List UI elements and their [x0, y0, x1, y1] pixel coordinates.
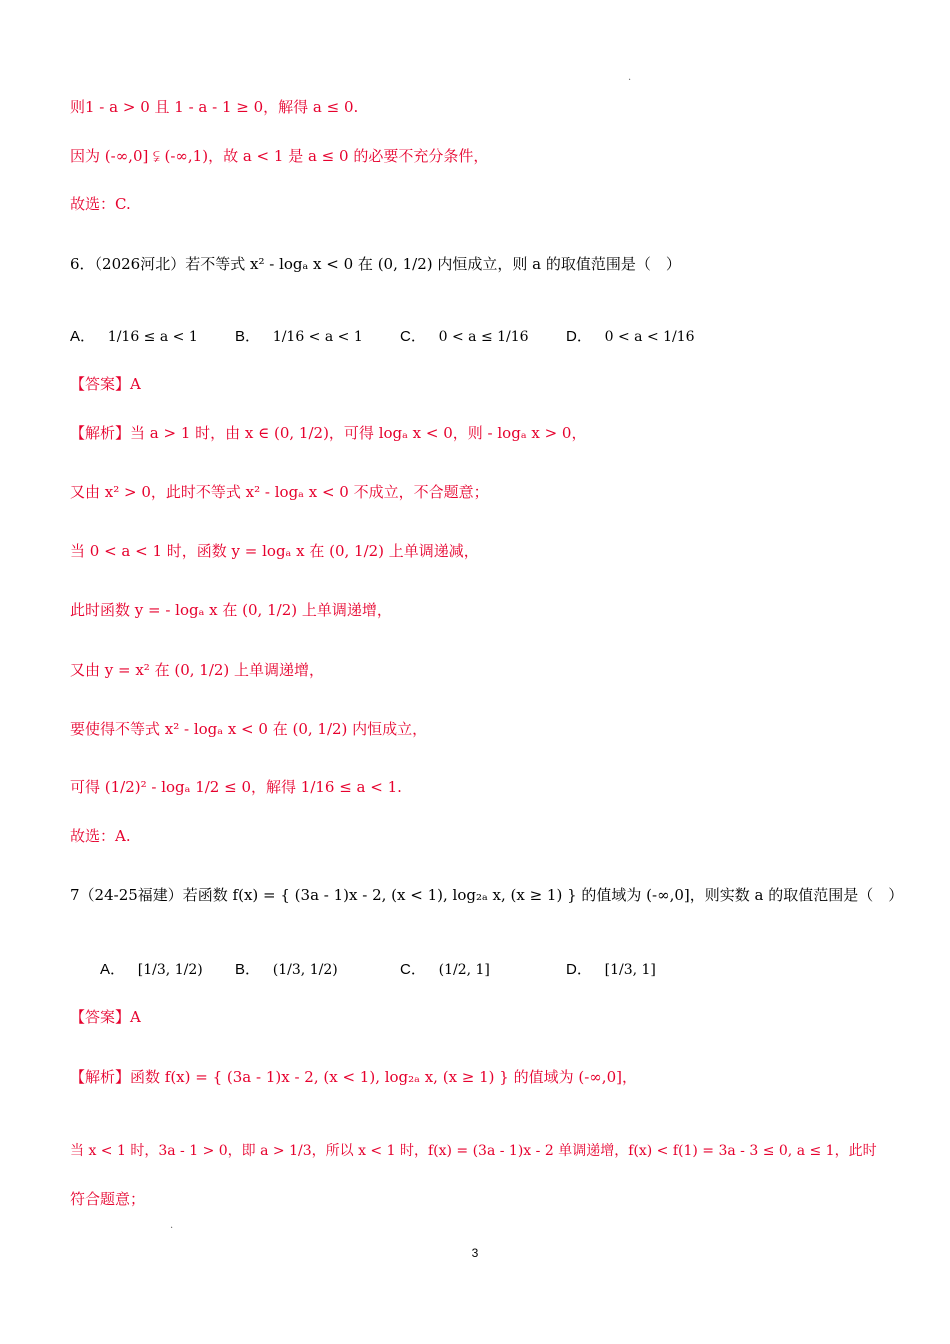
q6-option-c-letter: C． [400, 328, 426, 345]
page-number: 3 [471, 1246, 479, 1260]
q6-option-d-text: 0 < a < 1/16 [604, 329, 695, 345]
q7-option-b-letter: B． [235, 961, 261, 978]
explanation-7-line-1: 【解析】函数 f(x) = { (3a - 1)x - 2, (x < 1), log₂ₐ x, (x ≥ 1) } 的值域为 (-∞,0]， [70, 1068, 637, 1086]
explanation-6-line-4: 此时函数 y = - logₐ x 在 (0, 1/2) 上单调递增， [70, 601, 392, 619]
explanation-7-line-3: 符合题意； [70, 1190, 146, 1208]
q7-option-a-letter: A． [100, 961, 126, 978]
explanation-6-line-2: 又由 x² > 0，此时不等式 x² - logₐ x < 0 不成立，不合题意； [70, 483, 489, 501]
q7-option-a-text: [1/3, 1/2) [137, 962, 203, 978]
footer-mark: . [170, 1220, 174, 1231]
explanation-6-line-7: 可得 (1/2)² - logₐ 1/2 ≤ 0，解得 1/16 ≤ a < 1. [70, 778, 402, 796]
solution-line-2: 因为 (-∞,0] ⫋ (-∞,1)，故 a < 1 是 a ≤ 0 的必要不充分条件， [70, 147, 489, 165]
question-6: 6．（2026河北）若不等式 x² - logₐ x < 0 在 (0, 1/2) 内恒成立，则 a 的取值范围是（ ） [70, 255, 681, 273]
q7-option-c [400, 958, 490, 979]
q7-option-c-letter: C． [400, 961, 426, 978]
explanation-6-line-5: 又由 y = x² 在 (0, 1/2) 上单调递增， [70, 661, 325, 679]
header-mark: . [628, 72, 632, 83]
q7-option-b-text: (1/3, 1/2) [272, 962, 338, 978]
q6-option-b [235, 325, 363, 346]
explanation-6-line-8: 故选：A. [70, 827, 131, 845]
q6-option-d [566, 325, 695, 346]
q6-option-c [400, 325, 529, 346]
q6-option-d-letter: D． [566, 328, 592, 345]
solution-line-1: 则1 - a > 0 且 1 - a - 1 ≥ 0，解得 a ≤ 0. [70, 98, 359, 116]
answer-7: 【答案】A [70, 1008, 141, 1026]
q6-option-a [70, 325, 198, 346]
q6-option-c-text: 0 < a ≤ 1/16 [438, 329, 529, 345]
q7-option-c-text: (1/2, 1] [438, 962, 490, 978]
q7-option-d-letter: D． [566, 961, 592, 978]
explanation-6-line-1: 【解析】当 a > 1 时，由 x ∈ (0, 1/2)，可得 logₐ x < 0，则 - logₐ x > 0， [70, 424, 587, 442]
q7-option-b [235, 958, 338, 979]
q7-option-d-text: [1/3, 1] [604, 962, 656, 978]
q6-option-a-letter: A． [70, 328, 96, 345]
question-7: 7（24-25福建）若函数 f(x) = { (3a - 1)x - 2, (x < 1), log₂ₐ x, (x ≥ 1) } 的值域为 (-∞,0]，则实数 a 的取值范围是（ ） [70, 886, 904, 904]
answer-6: 【答案】A [70, 375, 141, 393]
q6-option-b-text: 1/16 < a < 1 [272, 329, 363, 345]
solution-line-3: 故选：C. [70, 195, 131, 213]
q6-option-b-letter: B． [235, 328, 261, 345]
explanation-6-line-3: 当 0 < a < 1 时，函数 y = logₐ x 在 (0, 1/2) 上单调递减， [70, 542, 479, 560]
explanation-6-line-6: 要使得不等式 x² - logₐ x < 0 在 (0, 1/2) 内恒成立， [70, 720, 428, 738]
q6-option-a-text: 1/16 ≤ a < 1 [107, 329, 198, 345]
q7-option-d [566, 958, 656, 979]
explanation-7-line-2: 当 x < 1 时，3a - 1 > 0，即 a > 1/3，所以 x < 1 时，f(x) = (3a - 1)x - 2 单调递增，f(x) < f(1) = 3a - 3 ≤ 0, a ≤ 1，此时 [70, 1143, 877, 1159]
q7-option-a [100, 958, 203, 979]
